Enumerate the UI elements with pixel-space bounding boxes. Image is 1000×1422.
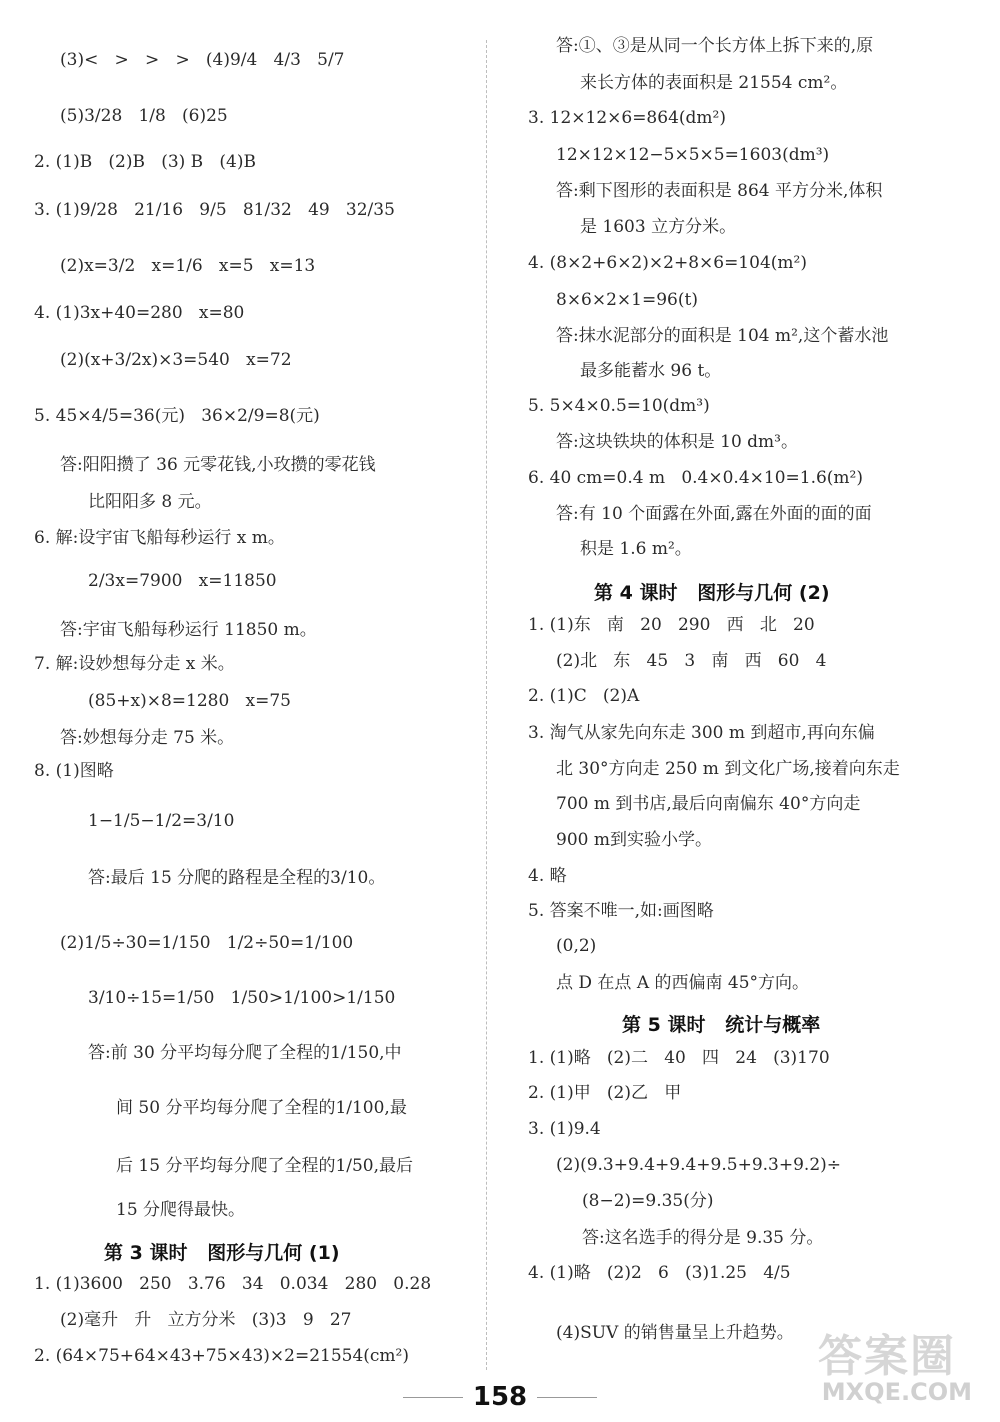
solution-line: 积是 1.6 m²。 bbox=[580, 539, 692, 559]
solution-line: 答:这名选手的得分是 9.35 分。 bbox=[582, 1228, 824, 1248]
question-line: 1. (1)略 (2)二 40 四 24 (3)170 bbox=[528, 1048, 830, 1068]
solution-line: (4)SUV 的销售量呈上升趋势。 bbox=[556, 1323, 794, 1343]
solution-line: (3)< > > > (4)9/4 4/3 5/7 bbox=[60, 50, 345, 70]
solution-line: 900 m到实验小学。 bbox=[556, 830, 712, 850]
question-line: 2. (1)C (2)A bbox=[528, 686, 640, 706]
answer-line: 答:抹水泥部分的面积是 104 m²,这个蓄水池 bbox=[556, 326, 889, 346]
solution-line: (5)3/28 1/8 (6)25 bbox=[60, 106, 228, 126]
section-heading: 第 4 课时 图形与几何 (2) bbox=[594, 582, 830, 604]
solution-line: (85+x)×8=1280 x=75 bbox=[88, 691, 291, 711]
question-line: 4. (1)3x+40=280 x=80 bbox=[34, 303, 245, 323]
section-heading: 第 3 课时 图形与几何 (1) bbox=[104, 1242, 340, 1264]
column-divider bbox=[486, 40, 487, 1370]
solution-line: (8−2)=9.35(分) bbox=[582, 1191, 714, 1211]
solution-line: 最多能蓄水 96 t。 bbox=[580, 361, 722, 381]
solution-line: 8×6×2×1=96(t) bbox=[556, 290, 698, 310]
question-line: 8. (1)图略 bbox=[34, 761, 114, 781]
answer-line: 答:妙想每分走 75 米。 bbox=[60, 728, 235, 748]
solution-line: 是 1603 立方分米。 bbox=[580, 217, 737, 237]
solution-line: 700 m 到书店,最后向南偏东 40°方向走 bbox=[556, 794, 861, 814]
watermark-subtext: MXQE.COM bbox=[821, 1378, 972, 1406]
answer-line: 答:前 30 分平均每分爬了全程的1/150,中 bbox=[88, 1043, 402, 1063]
question-line: 4. (8×2+6×2)×2+8×6=104(m²) bbox=[528, 253, 807, 273]
question-line: 6. 解:设宇宙飞船每秒运行 x m。 bbox=[34, 528, 285, 548]
section-heading: 第 5 课时 统计与概率 bbox=[622, 1014, 821, 1036]
solution-line: 2/3x=7900 x=11850 bbox=[88, 571, 277, 591]
question-line: 5. 5×4×0.5=10(dm³) bbox=[528, 396, 710, 416]
answer-line: 答:阳阳攒了 36 元零花钱,小玫攒的零花钱 bbox=[60, 455, 376, 475]
solution-line: 15 分爬得最快。 bbox=[116, 1200, 246, 1220]
solution-line: 答:最后 15 分爬的路程是全程的3/10。 bbox=[88, 868, 386, 888]
question-line: 1. (1)东 南 20 290 西 北 20 bbox=[528, 615, 815, 635]
solution-line: 北 30°方向走 250 m 到文化广场,接着向东走 bbox=[556, 759, 900, 779]
solution-line: 后 15 分平均每分爬了全程的1/50,最后 bbox=[116, 1156, 414, 1176]
question-line: 2. (64×75+64×43+75×43)×2=21554(cm²) bbox=[34, 1346, 410, 1366]
question-line: 6. 40 cm=0.4 m 0.4×0.4×10=1.6(m²) bbox=[528, 468, 863, 488]
question-line: 1. (1)3600 250 3.76 34 0.034 280 0.28 bbox=[34, 1274, 432, 1294]
solution-line: (2)(9.3+9.4+9.4+9.5+9.3+9.2)÷ bbox=[556, 1155, 842, 1175]
solution-line: 来长方体的表面积是 21554 cm²。 bbox=[580, 73, 848, 93]
question-line: 3. (1)9/28 21/16 9/5 81/32 49 32/35 bbox=[34, 200, 395, 220]
question-line: 4. (1)略 (2)2 6 (3)1.25 4/5 bbox=[528, 1263, 791, 1283]
solution-line: 12×12×12−5×5×5=1603(dm³) bbox=[556, 145, 830, 165]
solution-line: (2)毫升 升 立方分米 (3)3 9 27 bbox=[60, 1310, 352, 1330]
solution-line: 比阳阳多 8 元。 bbox=[88, 492, 212, 512]
solution-line: (2)北 东 45 3 南 西 60 4 bbox=[556, 651, 827, 671]
solution-line: (2)x=3/2 x=1/6 x=5 x=13 bbox=[60, 256, 316, 276]
watermark-text: 答案圈 bbox=[818, 1331, 956, 1382]
question-line: 3. 12×12×6=864(dm²) bbox=[528, 108, 726, 128]
solution-line: (0,2) bbox=[556, 936, 597, 956]
question-line: 2. (1)B (2)B (3) B (4)B bbox=[34, 152, 256, 172]
answer-line: 答:有 10 个面露在外面,露在外面的面的面 bbox=[556, 504, 872, 524]
watermark-logo bbox=[818, 1320, 978, 1410]
question-line: 5. 答案不唯一,如:画图略 bbox=[528, 901, 714, 921]
answer-line: 答:宇宙飞船每秒运行 11850 m。 bbox=[60, 620, 317, 640]
answer-line: 答:剩下图形的表面积是 864 平方分米,体积 bbox=[556, 181, 883, 201]
page-number: 158 bbox=[0, 1382, 1000, 1412]
answer-line: 答:这块铁块的体积是 10 dm³。 bbox=[556, 432, 798, 452]
question-line: 7. 解:设妙想每分走 x 米。 bbox=[34, 654, 235, 674]
solution-line: 3/10÷15=1/50 1/50>1/100>1/150 bbox=[88, 988, 396, 1008]
question-line: 4. 略 bbox=[528, 866, 567, 886]
question-line: 3. 淘气从家先向东走 300 m 到超市,再向东偏 bbox=[528, 723, 875, 743]
solution-line: (2)(x+3/2x)×3=540 x=72 bbox=[60, 350, 292, 370]
solution-line: 点 D 在点 A 的西偏南 45°方向。 bbox=[556, 973, 810, 993]
solution-line: 间 50 分平均每分爬了全程的1/100,最 bbox=[116, 1098, 407, 1118]
question-line: 5. 45×4/5=36(元) 36×2/9=8(元) bbox=[34, 406, 320, 426]
solution-line: (2)1/5÷30=1/150 1/2÷50=1/100 bbox=[60, 933, 354, 953]
question-line: 2. (1)甲 (2)乙 甲 bbox=[528, 1083, 682, 1103]
question-line: 3. (1)9.4 bbox=[528, 1119, 601, 1139]
answer-line: 答:①、③是从同一个长方体上拆下来的,原 bbox=[556, 36, 874, 56]
solution-line: 1−1/5−1/2=3/10 bbox=[88, 811, 235, 831]
